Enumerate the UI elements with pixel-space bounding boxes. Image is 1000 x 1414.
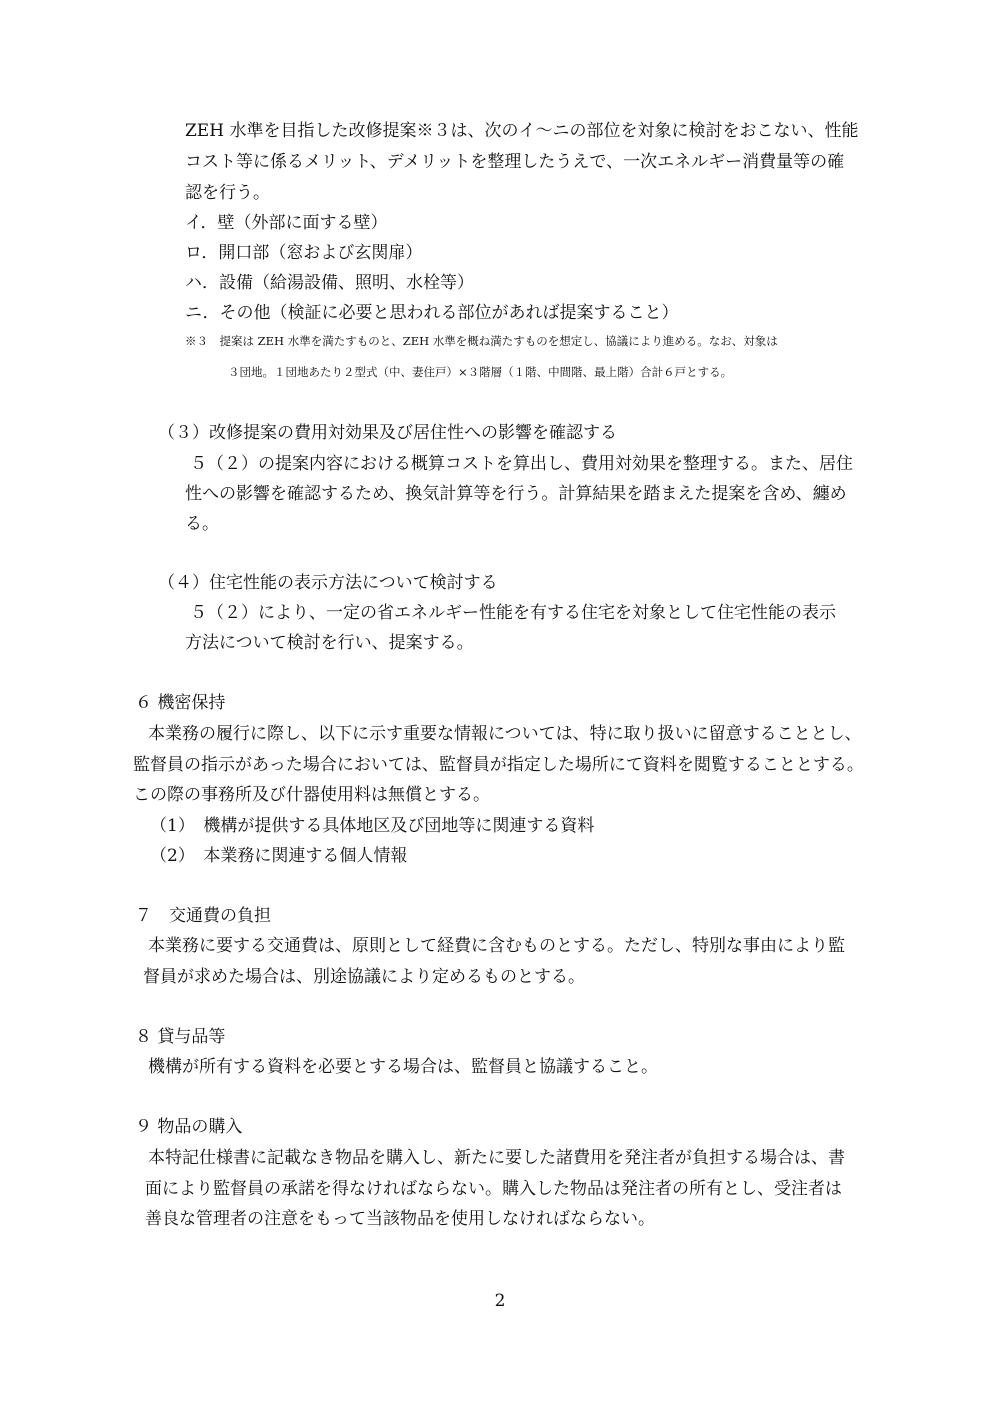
- zeh-paragraph-line: 認を行う。: [185, 183, 270, 203]
- zeh-item-opening: ロ．開口部（窓および玄関扉）: [185, 243, 423, 263]
- section-6-line: 監督員の指示があった場合においては、監督員が指定した場所にて資料を閲覧することとする。: [133, 755, 864, 775]
- section-4-line: 方法について検討を行い、提案する。: [185, 633, 474, 653]
- section-8-line: 機構が所有する資料を必要とする場合は、監督員と協議すること。: [148, 1057, 658, 1077]
- section-8-heading: ８ 貸与品等: [135, 1027, 226, 1047]
- zeh-item-equipment: ハ．設備（給湯設備、照明、水栓等）: [185, 273, 474, 293]
- section-6-heading: ６ 機密保持: [135, 693, 226, 713]
- section-6-item: （2） 本業務に関連する個人情報: [150, 846, 408, 866]
- section-6-line: この際の事務所及び什器使用料は無償とする。: [133, 785, 490, 805]
- section-7-line: 本業務に要する交通費は、原則として経費に含むものとする。ただし、特別な事由により監: [148, 936, 845, 956]
- section-9-heading: ９ 物品の購入: [135, 1117, 243, 1137]
- section-3-heading: （３）改修提案の費用対効果及び居住性への影響を確認する: [158, 423, 617, 443]
- zeh-paragraph-line: ZEH 水準を目指した改修提案※３は、次のイ〜ニの部位を対象に検討をおこない、性能: [185, 121, 859, 141]
- section-3-line: ５（２）の提案内容における概算コストを算出し、費用対効果を整理する。また、居住: [190, 454, 853, 474]
- zeh-paragraph-line: コスト等に係るメリット、デメリットを整理したうえで、一次エネルギー消費量等の確: [185, 152, 845, 172]
- section-4-heading: （４）住宅性能の表示方法について検討する: [158, 573, 498, 593]
- section-9-line: 本特記仕様書に記載なき物品を購入し、新たに要した諸費用を発注者が負担する場合は、書: [148, 1148, 845, 1168]
- section-3-line: る。: [185, 514, 219, 534]
- section-7-heading: ７ 交通費の負担: [135, 906, 271, 926]
- zeh-item-other: ニ．その他（検証に必要と思われる部位があれば提案すること）: [185, 303, 679, 323]
- footnote-3-line: ※３ 提案は ZEH 水準を満たすものと、ZEH 水準を概ね満たすものを想定し、協議により進める。なお、対象は: [185, 334, 778, 348]
- zeh-item-wall: イ．壁（外部に面する壁）: [185, 213, 388, 233]
- section-6-line: 本業務の履行に際し、以下に示す重要な情報については、特に取り扱いに留意することとし、: [148, 724, 862, 744]
- section-6-item: （1） 機構が提供する具体地区及び団地等に関連する資料: [150, 816, 595, 836]
- section-7-line: 督員が求めた場合は、別途協議により定めるものとする。: [143, 967, 585, 987]
- section-4-line: ５（２）により、一定の省エネルギー性能を有する住宅を対象として住宅性能の表示: [190, 603, 836, 623]
- section-9-line: 面により監督員の承諾を得なければならない。購入した物品は発注者の所有とし、受注者は: [145, 1179, 842, 1199]
- section-9-line: 善良な管理者の注意をもって当該物品を使用しなければならない。: [145, 1209, 655, 1229]
- section-3-line: 性への影響を確認するため、換気計算等を行う。計算結果を踏まえた提案を含め、纏め: [185, 484, 847, 504]
- page-number: 2: [494, 1291, 506, 1311]
- footnote-3-line: ３団地。１団地あたり２型式（中、妻住戸）×３階層（１階、中間階、最上階）合計６戸とする。: [228, 365, 733, 379]
